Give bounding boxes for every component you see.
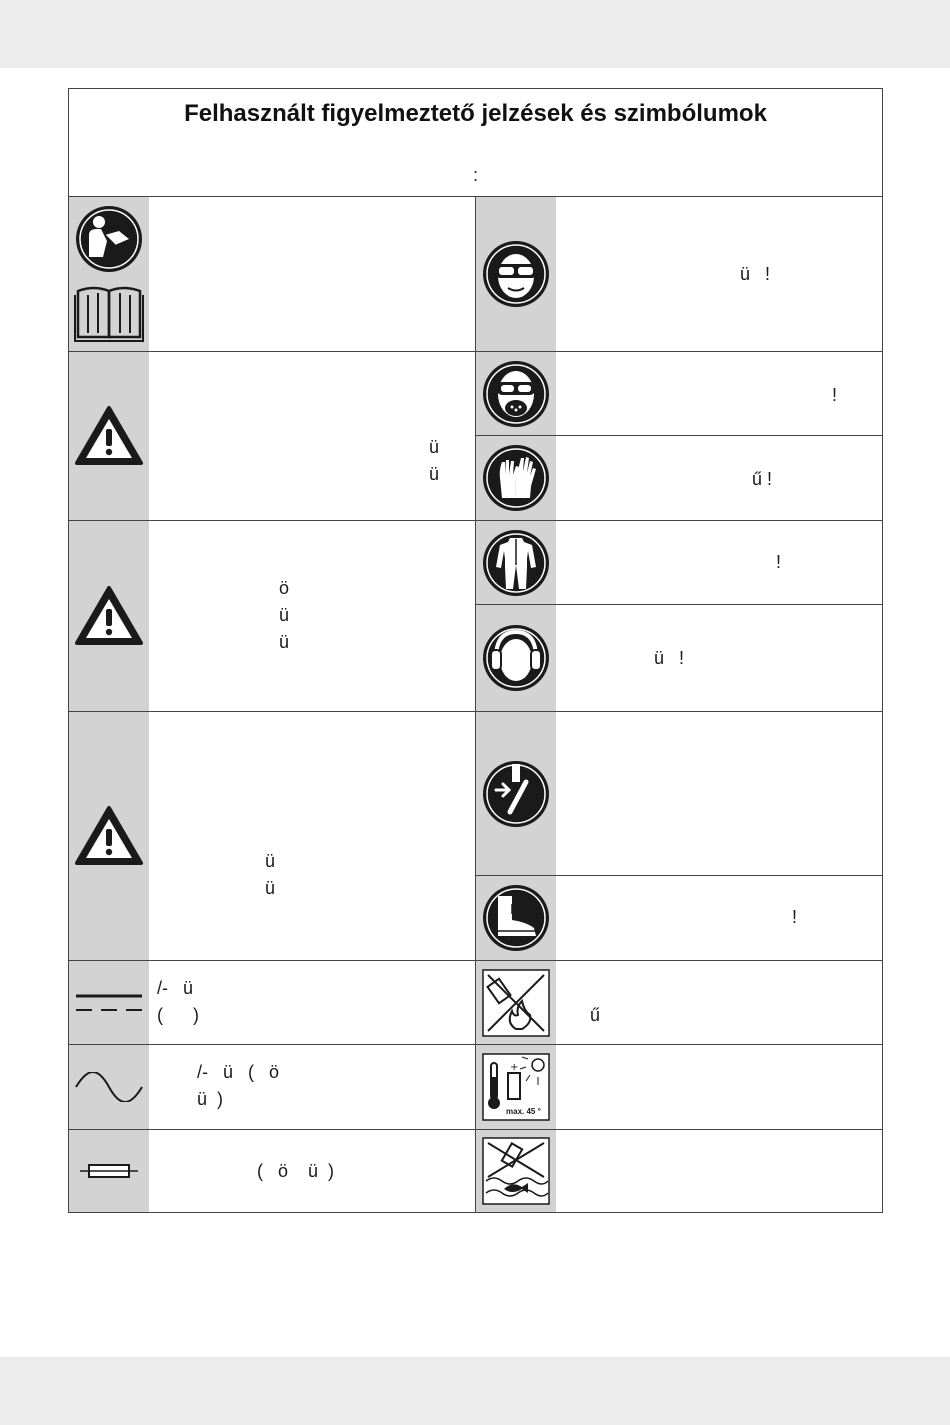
right-row-3-icons — [476, 436, 556, 520]
right-row-10-text — [556, 1130, 882, 1212]
safety-goggles-icon — [482, 240, 550, 308]
direct-current-icon — [74, 991, 144, 1015]
right-row-7-text: ! — [792, 907, 798, 927]
right-row-9-icons — [476, 1045, 556, 1129]
right-row-4-text: ! — [776, 552, 782, 572]
open-book-icon — [74, 285, 144, 343]
left-row-7-icons — [69, 1130, 149, 1212]
right-row-10-icons — [476, 1130, 556, 1212]
disconnect-plug-icon — [482, 760, 550, 828]
svg-text:+: + — [510, 1062, 519, 1073]
left-row-2-icons — [69, 352, 149, 520]
left-row-6-text: /- ü ( ö ü ) — [197, 1062, 280, 1109]
right-row-1-text: ü ! — [740, 264, 771, 284]
right-row-6-icons — [476, 712, 556, 875]
read-manual-icon — [75, 205, 143, 273]
table-header — [69, 89, 882, 197]
right-row-4-icons — [476, 521, 556, 604]
symbols-table — [68, 88, 883, 1213]
respirator-mask-icon — [482, 360, 550, 428]
left-row-3-icons — [69, 521, 149, 711]
protective-gloves-icon — [482, 444, 550, 512]
right-row-2-icons — [476, 352, 556, 435]
left-row-4-text: ü ü — [265, 851, 276, 898]
warning-triangle-icon — [74, 405, 144, 467]
max-temp-label: max. 45 ° — [506, 1107, 541, 1116]
top-band — [0, 0, 950, 68]
right-row-2-text: ! — [832, 385, 838, 405]
left-row-1-icons — [69, 197, 149, 351]
right-row-9-text — [556, 1045, 882, 1129]
right-row-8-text: ű — [590, 1005, 601, 1025]
page-title: Felhasznált figyelmeztető jelzések és szimbólumok — [184, 100, 767, 127]
right-row-8-icons — [476, 961, 556, 1044]
warning-triangle-icon — [74, 805, 144, 867]
right-row-5-text: ü ! — [654, 648, 685, 668]
temperature-max-icon — [482, 1053, 550, 1121]
right-row-3-text: ű ! — [752, 469, 773, 489]
protective-suit-icon — [482, 529, 550, 597]
right-row-6-text — [556, 712, 882, 875]
header-subtitle: : — [472, 165, 478, 185]
no-water-battery-icon — [482, 1137, 550, 1205]
left-row-5-icons — [69, 961, 149, 1044]
right-row-5-icons — [476, 605, 556, 711]
left-row-3-text: ö ü ü — [279, 578, 290, 652]
left-row-1-text — [149, 197, 475, 351]
right-row-1-icons — [476, 197, 556, 351]
left-row-5-text: /- ü ( ) — [157, 978, 199, 1025]
safety-boots-icon — [482, 884, 550, 952]
left-row-7-text: ( ö ü ) — [257, 1161, 335, 1181]
no-fire-battery-icon — [482, 969, 550, 1037]
left-row-4-icons — [69, 712, 149, 960]
left-row-6-icons — [69, 1045, 149, 1129]
bottom-band — [0, 1357, 950, 1425]
alternating-current-icon — [74, 1072, 144, 1102]
right-row-7-icons — [476, 876, 556, 960]
left-row-2-text: ü ü — [428, 437, 439, 484]
ear-protection-icon — [482, 624, 550, 692]
fuse-icon — [79, 1161, 139, 1181]
warning-triangle-icon — [74, 585, 144, 647]
